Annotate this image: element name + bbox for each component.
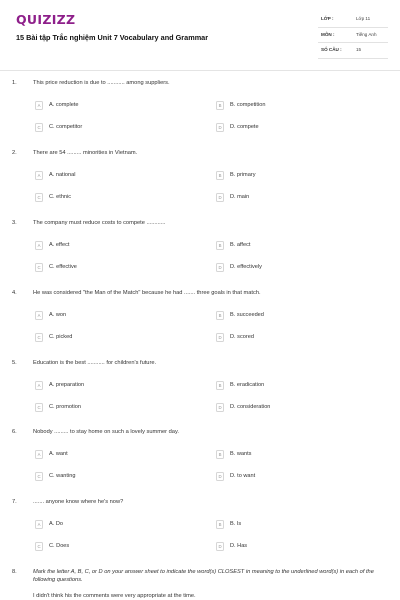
- question-2: [0, 150, 400, 220]
- meta-row-grade: [318, 12, 388, 28]
- option-text: B. competition: [230, 102, 266, 108]
- option-text: C. Does: [49, 543, 70, 549]
- meta-label-subject: MÔN :: [321, 31, 335, 37]
- option-letter-box: D: [216, 123, 224, 132]
- option-text: A. want: [49, 451, 68, 457]
- option-letter-box: D: [216, 333, 224, 342]
- worksheet-header: [0, 0, 400, 70]
- question-1: [0, 80, 400, 150]
- question-number: 3.: [12, 220, 17, 226]
- option-text: D. to want: [230, 473, 256, 479]
- question-number: 2.: [12, 150, 17, 156]
- question-number: 7.: [12, 499, 17, 505]
- option-text: B. primary: [230, 172, 256, 178]
- option-text: C. wanting: [49, 473, 76, 479]
- option-letter-box: A: [35, 101, 43, 110]
- meta-row-question-count: [318, 43, 388, 59]
- meta-value-subject: Tiếng Anh: [356, 31, 377, 37]
- question-7: [0, 499, 400, 569]
- option-letter-box: C: [35, 193, 43, 202]
- option-text: A. preparation: [49, 382, 85, 388]
- option-text: B. eradication: [230, 382, 265, 388]
- question-text: Nobody ......... to stay home on such a lovely summer day.: [33, 429, 179, 435]
- option-letter-box: C: [35, 263, 43, 272]
- question-text: This price reduction is due to ........... among suppliers.: [33, 80, 170, 86]
- option-letter-box: B: [216, 520, 224, 529]
- option-text: D. effectively: [230, 264, 262, 270]
- option-letter-box: A: [35, 520, 43, 529]
- header-divider: [0, 70, 400, 71]
- question-number: 8.: [12, 569, 17, 575]
- option-letter-box: B: [216, 171, 224, 180]
- option-letter-box: C: [35, 472, 43, 481]
- page-title: 15 Bài tập Trắc nghiệm Unit 7 Vocabulary and Grammar: [16, 33, 209, 42]
- option-letter-box: A: [35, 171, 43, 180]
- option-text: D. Has: [230, 543, 248, 549]
- option-text: D. consideration: [230, 404, 271, 410]
- quizizz-logo: QUIZIZZ: [16, 12, 76, 27]
- option-text: A. won: [49, 312, 67, 318]
- option-letter-box: A: [35, 241, 43, 250]
- option-letter-box: C: [35, 333, 43, 342]
- meta-row-subject: [318, 28, 388, 44]
- option-letter-box: D: [216, 193, 224, 202]
- option-letter-box: C: [35, 403, 43, 412]
- question-number: 5.: [12, 360, 17, 366]
- question-8: [0, 569, 400, 600]
- meta-value-grade: Lớp 11: [356, 16, 371, 21]
- option-letter-box: C: [35, 123, 43, 132]
- question-4: [0, 290, 400, 360]
- question-5: [0, 360, 400, 430]
- question-6: [0, 429, 400, 499]
- option-text: D. scored: [230, 334, 254, 340]
- option-text: C. effective: [49, 264, 77, 270]
- option-text: D. compete: [230, 124, 259, 130]
- option-letter-box: B: [216, 381, 224, 390]
- option-letter-box: B: [216, 241, 224, 250]
- meta-label-grade: LỚP :: [321, 16, 334, 21]
- meta-value-question-count: 15: [356, 47, 362, 52]
- option-letter-box: D: [216, 403, 224, 412]
- option-text: A. complete: [49, 102, 79, 108]
- meta-label-question-count: SỐ CÂU :: [321, 47, 342, 52]
- option-letter-box: A: [35, 450, 43, 459]
- question-text: There are 54 ......... minorities in Vietnam.: [33, 150, 138, 156]
- question-instruction: Mark the letter A, B, C, or D on your answer sheet to indicate the word(s) CLOSEST in meaning to the underlined word(s) in each of the following questions.: [33, 569, 374, 583]
- option-letter-box: B: [216, 450, 224, 459]
- option-text: A. national: [49, 172, 76, 178]
- option-letter-box: A: [35, 381, 43, 390]
- option-text: C. competitor: [49, 124, 83, 130]
- option-letter-box: D: [216, 263, 224, 272]
- option-text: C. promotion: [49, 404, 82, 410]
- question-text: Education is the best ........... for children's future.: [33, 360, 157, 366]
- option-text: D. main: [230, 194, 250, 200]
- question-text: The company must reduce costs to compete ............: [33, 220, 166, 226]
- question-number: 6.: [12, 429, 17, 435]
- worksheet-meta: [318, 12, 388, 59]
- option-text: A. effect: [49, 242, 70, 248]
- question-text: He was considered "the Man of the Match" because he had ....... three goals in that match.: [33, 290, 261, 296]
- option-letter-box: D: [216, 472, 224, 481]
- option-letter-box: B: [216, 101, 224, 110]
- option-text: B. affect: [230, 242, 251, 248]
- option-text: B. succeeded: [230, 312, 264, 318]
- option-text: C. ethnic: [49, 194, 72, 200]
- option-letter-box: D: [216, 542, 224, 551]
- option-letter-box: B: [216, 311, 224, 320]
- option-text: A. Do: [49, 521, 63, 527]
- question-number: 4.: [12, 290, 17, 296]
- option-letter-box: C: [35, 542, 43, 551]
- question-3: [0, 220, 400, 290]
- question-number: 1.: [12, 80, 17, 86]
- option-letter-box: A: [35, 311, 43, 320]
- question-text: I didn't think his the comments were very appropriate at the time.: [33, 593, 196, 599]
- option-text: C. picked: [49, 334, 73, 340]
- option-text: B. Is: [230, 521, 242, 527]
- option-text: B. wants: [230, 451, 252, 457]
- question-text: ....... anyone know where he's now?: [33, 499, 124, 505]
